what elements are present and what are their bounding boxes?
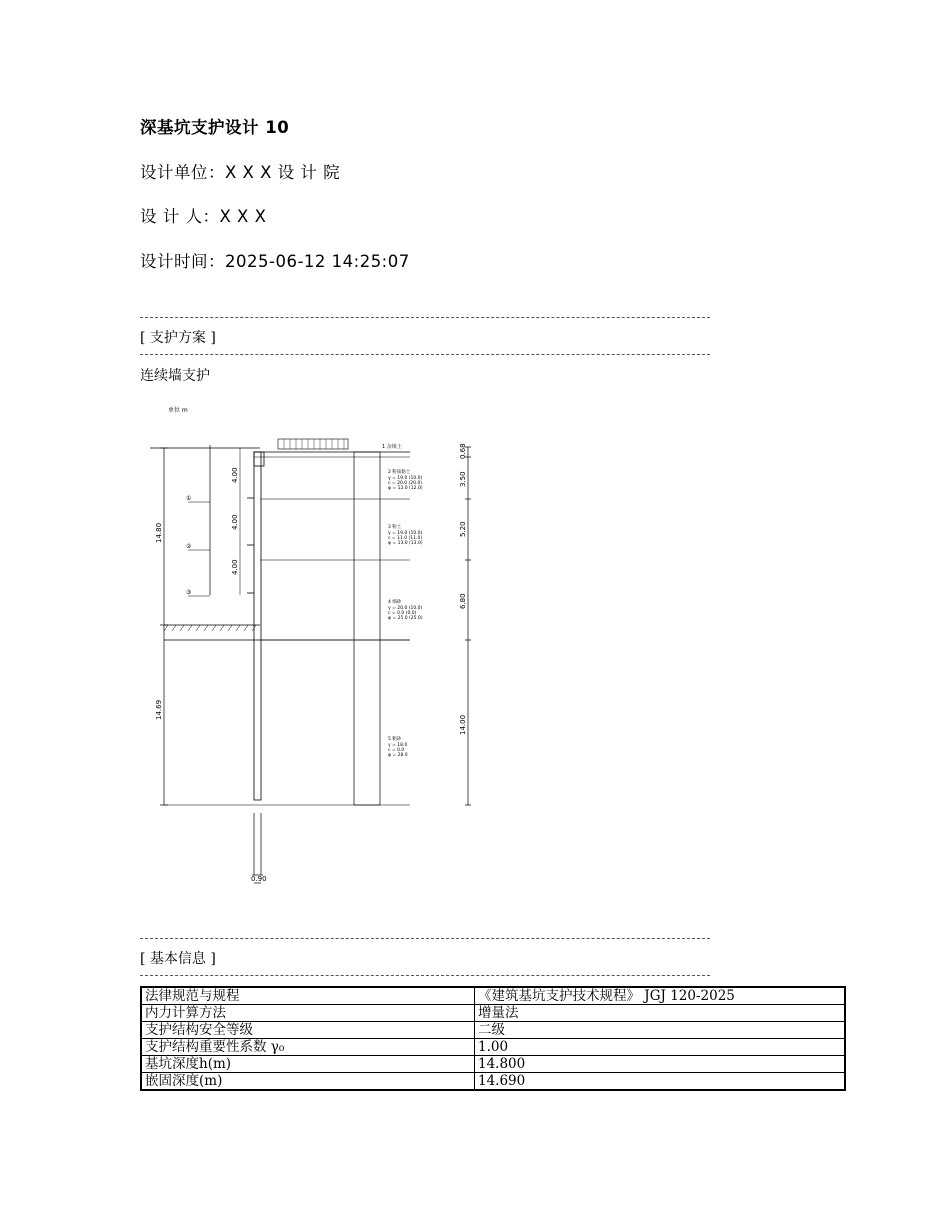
table-row [141,1073,845,1091]
top-layer-label: 1 杂填土 [382,444,402,450]
layer-prop: c = 0.0 (0.0) [388,611,417,616]
layer-prop: γ = 19.0 (10.0) [388,476,423,481]
anchor-label-3: ③ [186,589,192,596]
table-cell-key: 支护结构重要性系数 γ₀ [141,1039,475,1056]
dashed-divider [140,975,710,976]
dim-layer-1: 0.68 [459,443,467,459]
layer-prop: c = 0.0 [388,748,405,753]
crown-beam [254,452,264,466]
dim-layer-2: 3.50 [459,471,467,487]
table-cell-key: 内力计算方法 [141,1005,475,1022]
soil-layer-boundaries [164,499,410,805]
designer: 设 计 人：X X X [140,207,267,226]
layer-name: 2 粉质黏土 [388,470,411,475]
table-row [141,1022,845,1039]
dim-embedment-depth: 14.69 [155,699,163,720]
layer-prop: c = 11.0 (11.0) [388,536,423,541]
dim-layer-4: 6.80 [459,593,467,609]
layer-name: 3 粉土 [388,525,402,530]
table-cell-value: 1.00 [475,1039,846,1056]
table-cell-value: 二级 [475,1022,846,1039]
table-cell-value: 《建筑基坑支护技术规程》 JGJ 120-2025 [475,987,846,1005]
table-row [141,1005,845,1022]
dashed-divider [140,317,710,318]
layer-prop: γ = 19.0 (10.0) [388,531,423,536]
table-cell-value: 增量法 [475,1005,846,1022]
table-cell-key: 法律规范与规程 [141,987,475,1005]
layer-prop: φ = 12.0 (12.0) [388,486,423,491]
anchors [247,498,254,593]
table-cell-key: 支护结构安全等级 [141,1022,475,1039]
wall-thickness-label: 0.90 [251,875,267,883]
layer-name: 5 粗砂 [388,737,402,742]
wall-section-detail [252,813,263,883]
layer-prop: φ = 13.0 (13.0) [388,541,423,546]
dashed-divider [140,354,710,355]
dim-excavation-depth: 14.80 [155,522,163,543]
anchor-label-1: ① [186,495,192,502]
surcharge-load [278,439,348,449]
document-title: 深基坑支护设计 10 [140,118,290,137]
table-row [141,1039,845,1056]
layer-prop: c = 20.0 (20.0) [388,481,423,486]
layer-name: 4 细砂 [388,600,402,605]
retaining-wall-drawing [150,395,480,895]
table-row [141,987,845,1005]
anchor-spacing-3: 4.00 [231,559,239,575]
table-cell-value: 14.690 [475,1073,846,1091]
dim-layer-5: 14.00 [459,714,467,735]
basic-info-table [140,986,846,1091]
layer-prop: γ = 18.0 [388,743,408,748]
section-label-scheme: [ 支护方案 ] [140,330,216,346]
layer-prop: φ = 25.0 (25.0) [388,616,423,621]
dashed-divider [140,938,710,939]
soil-column [354,452,380,805]
design-time: 设计时间：2025-06-12 14:25:07 [140,252,410,271]
table-cell-value: 14.800 [475,1056,846,1073]
table-cell-key: 嵌固深度(m) [141,1073,475,1091]
layer-prop: φ = 28.0 [388,753,408,758]
table-cell-key: 基坑深度h(m) [141,1056,475,1073]
ground-hatch [164,625,256,631]
anchor-label-2: ② [186,543,192,550]
layer-properties [388,468,423,758]
layer-prop: γ = 20.0 (10.0) [388,606,423,611]
table-row [141,1056,845,1073]
design-unit: 设计单位：X X X 设 计 院 [140,163,341,182]
anchor-spacing-2: 4.00 [231,514,239,530]
anchor-spacing-1: 4.00 [231,467,239,483]
dim-layer-3: 5.20 [459,521,467,537]
section-label-basic: [ 基本信息 ] [140,951,216,967]
scheme-name: 连续墙支护 [140,368,210,384]
unit-label: 单位 m [168,407,188,414]
